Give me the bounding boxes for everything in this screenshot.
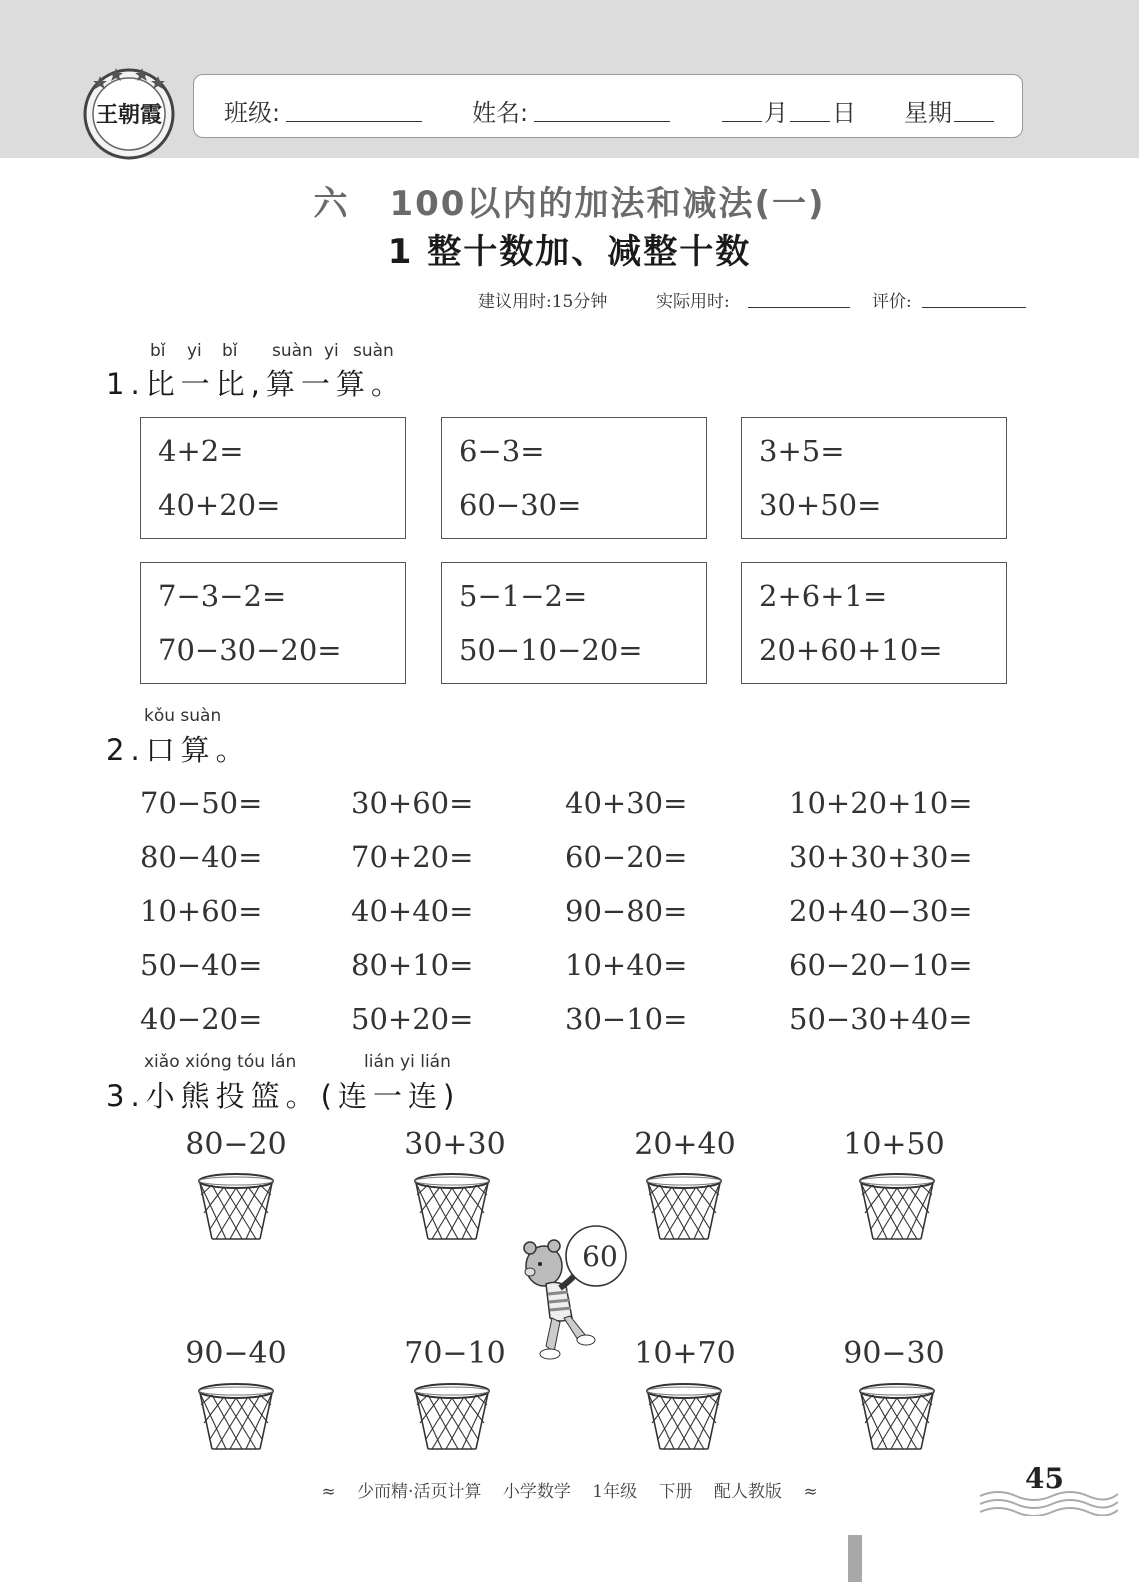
q2-item: 30−10= (565, 1002, 688, 1036)
actual-time-field[interactable] (748, 307, 850, 308)
hoop-label: 30+30 (404, 1127, 506, 1162)
q1-box-6 (741, 562, 1007, 684)
q1-box-5 (441, 562, 707, 684)
day-field[interactable] (790, 121, 830, 122)
page-number: 45 (1025, 1462, 1064, 1495)
basketball-hoop-icon[interactable] (857, 1173, 937, 1243)
q2-item: 80+10= (351, 948, 474, 982)
q1-box-4-line-2: 70−30−20= (158, 633, 342, 667)
bottom-tab-bar (848, 1535, 862, 1582)
hoop-label: 20+40 (634, 1127, 736, 1162)
q3-pinyin-2: lián yi lián (364, 1052, 451, 1072)
q1-box-4-line-1: 7−3−2= (158, 579, 287, 613)
q1-pinyin-3: bǐ (222, 341, 238, 361)
footer (0, 1477, 1139, 1502)
name-label: 姓名: (472, 99, 529, 127)
footer-series: 少而精·活页计算 (357, 1482, 482, 1502)
basketball-hoop-icon[interactable] (857, 1383, 937, 1453)
q2-item: 70+20= (351, 840, 474, 874)
q2-item: 50−40= (140, 948, 263, 982)
logo-text: 王朝霞 (95, 102, 163, 128)
q1-heading: 1.比一比,算一算。 (106, 367, 406, 401)
day-label: 日 (832, 99, 856, 127)
actual-time-label: 实际用时: (656, 292, 730, 312)
basketball-hoop-icon[interactable] (412, 1383, 492, 1453)
q1-box-6-line-1: 2+6+1= (759, 579, 888, 613)
ball-number: 60 (582, 1240, 618, 1273)
q1-box-6-line-2: 20+60+10= (759, 633, 943, 667)
q2-item: 40−20= (140, 1002, 263, 1036)
q2-item: 10+60= (140, 894, 263, 928)
week-field[interactable] (954, 121, 994, 122)
footer-term: 下册 (658, 1482, 693, 1502)
q1-pinyin-4: suàn (272, 341, 313, 361)
q1-box-2-line-1: 6−3= (459, 434, 545, 468)
q3-heading: 3.小熊投篮。(连一连) (106, 1079, 461, 1113)
q2-item: 80−40= (140, 840, 263, 874)
q2-item: 60−20−10= (789, 948, 973, 982)
footer-edition: 配人教版 (713, 1482, 782, 1502)
wave-left-icon: ≈ (321, 1482, 336, 1502)
class-label: 班级: (224, 99, 281, 127)
hoop-label: 90−40 (185, 1336, 287, 1371)
q1-pinyin-2: yi (187, 341, 202, 361)
q2-item: 70−50= (140, 786, 263, 820)
q1-box-3-line-2: 30+50= (759, 488, 882, 522)
basketball-hoop-icon[interactable] (196, 1173, 276, 1243)
q1-box-2 (441, 417, 707, 539)
basketball-hoop-icon[interactable] (644, 1383, 724, 1453)
unit-name: 100以内的加法和减法(一) (389, 184, 826, 224)
q1-pinyin-6: suàn (353, 341, 394, 361)
student-info-box (193, 74, 1023, 138)
page-wave-decoration-icon (978, 1488, 1118, 1516)
q1-box-4 (140, 562, 406, 684)
q1-pinyin-5: yi (324, 341, 339, 361)
suggested-time: 建议用时:15分钟 (478, 292, 608, 312)
q2-pinyin: kǒu suàn (144, 706, 222, 726)
hoop-label: 10+50 (843, 1127, 945, 1162)
q1-box-1 (140, 417, 406, 539)
unit-number: 六 (313, 184, 350, 224)
q2-item: 60−20= (565, 840, 688, 874)
footer-grade: 1年级 (592, 1482, 638, 1502)
q2-item: 10+20+10= (789, 786, 973, 820)
q1-box-2-line-2: 60−30= (459, 488, 582, 522)
q2-item: 40+30= (565, 786, 688, 820)
q1-pinyin-1: bǐ (150, 341, 166, 361)
hoop-label: 80−20 (185, 1127, 287, 1162)
q2-item: 10+40= (565, 948, 688, 982)
eval-field[interactable] (922, 307, 1026, 308)
hoop-label: 10+70 (634, 1336, 736, 1371)
hoop-label: 70−10 (404, 1336, 506, 1371)
q2-heading: 2.口算。 (106, 733, 251, 767)
month-label: 月 (764, 99, 788, 127)
hoop-label: 90−30 (843, 1336, 945, 1371)
basketball-hoop-icon[interactable] (644, 1173, 724, 1243)
basketball-hoop-icon[interactable] (196, 1383, 276, 1453)
unit-title (0, 176, 1139, 225)
class-field[interactable] (286, 121, 422, 122)
q1-box-5-line-1: 5−1−2= (459, 579, 588, 613)
q1-box-3 (741, 417, 1007, 539)
basketball-hoop-icon[interactable] (412, 1173, 492, 1243)
footer-subject: 小学数学 (502, 1482, 571, 1502)
q2-item: 40+40= (351, 894, 474, 928)
q2-item: 50+20= (351, 1002, 474, 1036)
q1-box-5-line-2: 50−10−20= (459, 633, 643, 667)
q2-item: 30+60= (351, 786, 474, 820)
name-field[interactable] (534, 121, 670, 122)
q3-pinyin-1: xiǎo xióng tóu lán (144, 1052, 297, 1072)
q2-item: 50−30+40= (789, 1002, 973, 1036)
eval-label: 评价: (872, 292, 912, 312)
q2-item: 90−80= (565, 894, 688, 928)
q2-item: 20+40−30= (789, 894, 973, 928)
wave-right-icon: ≈ (803, 1482, 818, 1502)
q1-box-3-line-1: 3+5= (759, 434, 845, 468)
q2-item: 30+30+30= (789, 840, 973, 874)
month-field[interactable] (722, 121, 762, 122)
q1-box-1-line-2: 40+20= (158, 488, 281, 522)
week-label: 星期 (904, 99, 952, 127)
lesson-title: 1 整十数加、减整十数 (387, 232, 752, 272)
q1-box-1-line-1: 4+2= (158, 434, 244, 468)
publisher-logo (80, 62, 178, 160)
